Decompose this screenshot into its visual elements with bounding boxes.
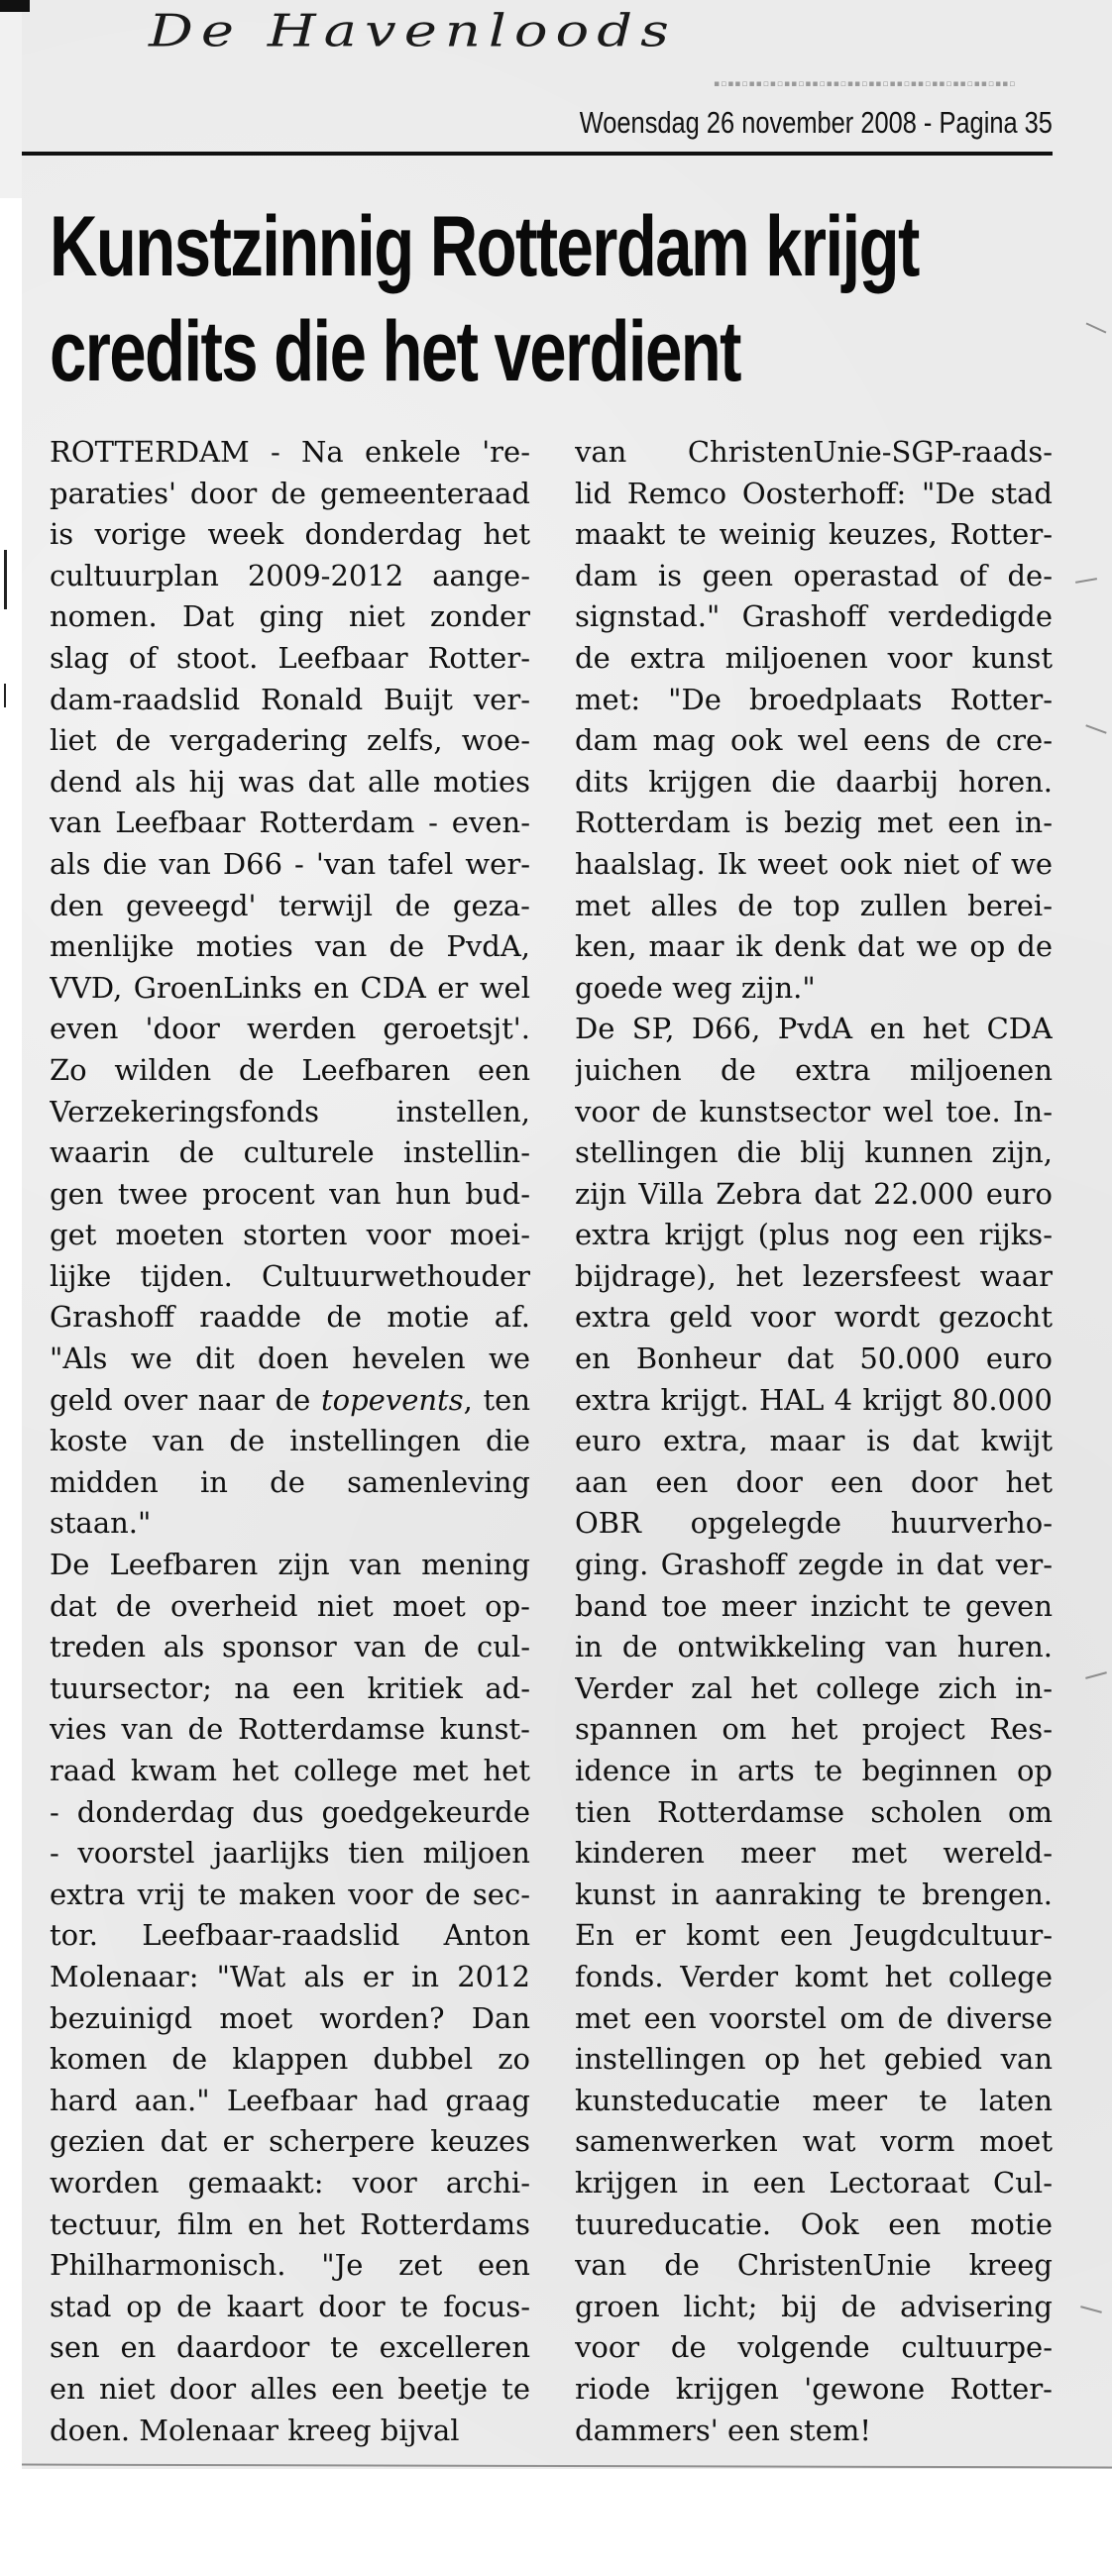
text-line: staan." [50, 1506, 152, 1541]
text-line: haalslag. Ik weet ook niet of we [575, 846, 1053, 881]
text-line: kinderen meer met wereld- [575, 1836, 1053, 1871]
text-line: den geveegd' terwijl de geza- [50, 888, 530, 922]
text-line: idence in arts te beginnen op [575, 1754, 1053, 1787]
text-line: ROTTERDAM - Na enkele 're- [50, 435, 530, 469]
text-line: hard aan." Leefbaar had graag [50, 2083, 530, 2117]
text-line: spannen om het project Res- [575, 1712, 1053, 1747]
article-column-2 [575, 432, 1053, 2451]
scan-margin-mark [4, 550, 7, 609]
text-line: nomen. Dat ging niet zonder [50, 599, 530, 634]
text-line: komen de klappen dubbel zo [50, 2042, 530, 2077]
text-line: riode krijgen 'gewone Rotter- [575, 2371, 1053, 2406]
text-line: ken, maar ik denk dat we op de [575, 929, 1053, 964]
text-line: met: "De broedplaats Rotter- [575, 682, 1053, 716]
text-line: dat de overheid niet moet op- [50, 1588, 530, 1623]
text-line: Grashoff raadde de motie af. [50, 1300, 530, 1335]
headline-line: credits die het verdient [50, 304, 740, 399]
text-line: raad kwam het college met het [50, 1754, 530, 1787]
text-line: fonds. Verder komt het college [575, 1959, 1053, 1993]
text-line: lid Remco Oosterhoff: "De stad [575, 476, 1053, 510]
text-line: gezien dat er scherpere keuzes [50, 2124, 530, 2159]
text-line: extra vrij te maken voor de sec- [50, 1877, 530, 1911]
text-line: maakt te weinig keuzes, Rotter- [575, 517, 1053, 552]
article-column-1 [50, 432, 530, 2451]
text-line: en Bonheur dat 50.000 euro [575, 1342, 1053, 1376]
text-line: Molenaar: "Wat als er in 2012 [50, 1959, 530, 1993]
text-line: dend als hij was dat alle moties [50, 764, 530, 799]
scan-margin-mark [4, 684, 6, 707]
text-line: dam-raadslid Ronald Buijt ver- [50, 682, 530, 716]
text-line: liet de vergadering zelfs, woe- [50, 723, 530, 758]
text-line: koste van de instellingen die [50, 1424, 530, 1458]
text-line: tien Rotterdamse scholen om [575, 1794, 1053, 1829]
text-line: euro extra, maar is dat kwijt [575, 1424, 1053, 1458]
text-line: Verder zal het college zich in- [575, 1670, 1053, 1705]
text-line: van de ChristenUnie kreeg [575, 2248, 1053, 2283]
text-line: juichen de extra miljoenen [575, 1052, 1053, 1087]
text-line: extra krijgt (plus nog een rijks- [575, 1218, 1053, 1252]
headline-line: Kunstzinnig Rotterdam krijgt [50, 199, 919, 294]
handwritten-source-title: De Havenloods [149, 5, 677, 57]
text-line: samenwerken wat vorm moet [575, 2124, 1053, 2159]
text-line: vies van de Rotterdamse kunst- [50, 1712, 530, 1747]
faded-header-dots: ▪▫▪▪▫▪▪▫▪▫▪▪▫▪▪▫▪▪▫▪▪▫▪▪▫▪▪▫▪▪▫▪▪▫▪▪▫▪▪▫▪▪▫ [714, 79, 1017, 89]
text-line: groen licht; bij de advisering [575, 2289, 1053, 2323]
text-line: lijke tijden. Cultuurwethouder [50, 1258, 530, 1293]
text-line: voor de volgende cultuurpe- [575, 2330, 1053, 2365]
text-line: waarin de culturele instellin- [50, 1135, 530, 1170]
scan-corner-mark [0, 0, 30, 12]
text-line: van Leefbaar Rotterdam - even- [50, 805, 530, 840]
text-line: doen. Molenaar kreeg bijval [50, 2413, 460, 2447]
text-line: Zo wilden de Leefbaren een [50, 1052, 530, 1087]
text-line: menlijke moties van de PvdA, [50, 929, 530, 964]
text-line: De Leefbaren zijn van mening [50, 1548, 530, 1582]
text-line: kunsteducatie meer te laten [575, 2083, 1053, 2117]
text-line: paraties' door de gemeenteraad [50, 476, 530, 510]
text-line: tectuur, film en het Rotterdams [50, 2206, 530, 2241]
text-line: is vorige week donderdag het [50, 517, 530, 552]
text-line: dam mag ook wel eens de cre- [575, 723, 1053, 758]
text-line: VVD, GroenLinks en CDA er wel [50, 970, 530, 1005]
text-line: band toe meer inzicht te geven [575, 1588, 1053, 1623]
article-headline [50, 194, 919, 404]
text-line: treden als sponsor van de cul- [50, 1630, 530, 1664]
text-line: even 'door werden geroetsjt'. [50, 1012, 530, 1046]
text-line: gen twee procent van hun bud- [50, 1176, 530, 1211]
text-line: dits krijgen die daarbij horen. [575, 764, 1053, 799]
text-line: met een voorstel om de diverse [575, 2000, 1053, 2035]
text-line: en niet door alles een beetje te [50, 2371, 530, 2406]
text-line: in de ontwikkeling van huren. [575, 1630, 1053, 1664]
text-line: signstad." Grashoff verdedigde [575, 599, 1053, 634]
text-line: tor. Leefbaar-raadslid Anton [50, 1918, 530, 1953]
text-line: stad op de kaart door te focus- [50, 2289, 530, 2323]
text-line: als die van D66 - 'van tafel wer- [50, 846, 530, 881]
text-line: midden in de samenleving [50, 1464, 530, 1499]
text-line: van ChristenUnie-SGP-raads- [575, 435, 1053, 469]
text-line: tuureducatie. Ook een motie [575, 2206, 1053, 2241]
text-line: sen en daardoor te excelleren [50, 2330, 530, 2365]
text-line: De SP, D66, PvdA en het CDA [575, 1012, 1053, 1046]
text-line: kunst in aanraking te brengen. [575, 1877, 1053, 1911]
text-line: zijn Villa Zebra dat 22.000 euro [575, 1176, 1053, 1211]
text-line: krijgen in een Lectoraat Cul- [575, 2165, 1053, 2200]
date-page-line: Woensdag 26 november 2008 - Pagina 35 [579, 105, 1053, 140]
text-line: instellingen op het gebied van [575, 2042, 1053, 2077]
text-line: dammers' een stem! [575, 2413, 872, 2447]
text-line: "Als we dit doen hevelen we [50, 1342, 530, 1376]
text-line: En er komt een Jeugdcultuur- [575, 1918, 1053, 1953]
text-line: Rotterdam is bezig met een in- [575, 805, 1053, 840]
text-line: bezuinigd moet worden? Dan [50, 2000, 530, 2035]
text-line: voor de kunstsector wel toe. In- [575, 1094, 1053, 1128]
text-line: worden gemaakt: voor archi- [50, 2165, 530, 2200]
text-line: - donderdag dus goedgekeurde [50, 1794, 530, 1829]
text-line: slag of stoot. Leefbaar Rotter- [50, 640, 530, 675]
text-line: tuursector; na een kritiek ad- [50, 1670, 530, 1705]
header-rule [22, 152, 1053, 156]
text-line: bijdrage), het lezersfeest waar [575, 1258, 1053, 1293]
text-line: get moeten storten voor moei- [50, 1218, 530, 1252]
text-line: geld over naar de topevents, ten [50, 1382, 530, 1417]
text-line: ging. Grashoff zegde in dat ver- [575, 1548, 1053, 1582]
text-line: - voorstel jaarlijks tien miljoen [50, 1836, 530, 1871]
text-line: OBR opgelegde huurverho- [575, 1506, 1053, 1541]
text-line: extra krijgt. HAL 4 krijgt 80.000 [575, 1382, 1053, 1417]
text-line: dam is geen operastad of de- [575, 558, 1053, 592]
text-line: cultuurplan 2009-2012 aange- [50, 558, 530, 592]
text-line: de extra miljoenen voor kunst [575, 640, 1053, 675]
italic-emphasis: topevents [321, 1382, 464, 1417]
text-line: extra geld voor wordt gezocht [575, 1300, 1053, 1335]
text-line: Philharmonisch. "Je zet een [50, 2248, 530, 2283]
text-line: stellingen die blij kunnen zijn, [575, 1135, 1053, 1170]
text-line: aan een door een door het [575, 1464, 1053, 1499]
text-line: Verzekeringsfonds instellen, [50, 1094, 530, 1128]
text-line: goede weg zijn." [575, 970, 816, 1005]
text-line: met alles de top zullen berei- [575, 888, 1053, 922]
